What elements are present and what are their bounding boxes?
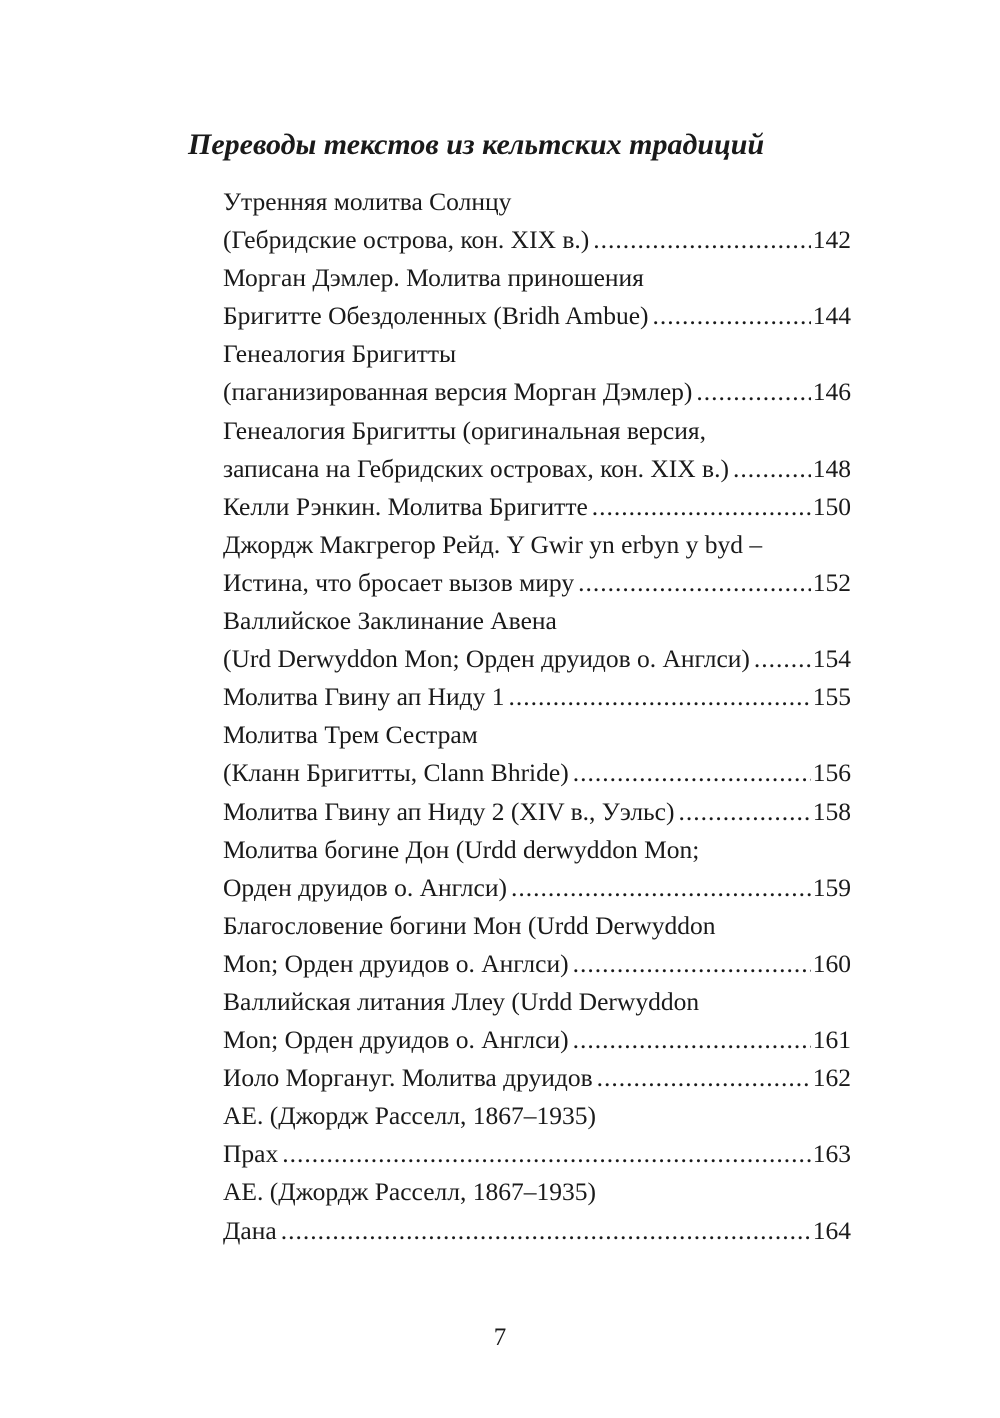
toc-entry-line	[223, 678, 851, 716]
toc-entry-text: Валлийское Заклинание Авена	[223, 606, 557, 636]
toc-page-number: 144	[812, 301, 851, 331]
toc-page-number: 154	[812, 644, 851, 674]
toc-entry-text: Орден друидов о. Англси)	[223, 872, 507, 902]
toc-entry-text: Генеалогия Бригитты (оригинальная версия,	[223, 415, 706, 445]
toc-entry	[223, 831, 851, 907]
dot-leader	[593, 221, 810, 259]
toc-entry-text: Морган Дэмлер. Молитва приношения	[223, 263, 644, 293]
toc-entry-line	[223, 640, 851, 678]
dot-leader	[573, 754, 811, 792]
toc-entry-text: Молитва богине Дон (Urdd derwyddon Mon;	[223, 834, 700, 864]
toc-page-number: 159	[812, 872, 851, 902]
toc-entry-line	[223, 716, 851, 754]
toc-entry-line	[223, 945, 851, 983]
toc-page-number: 152	[812, 567, 851, 597]
toc-entry	[223, 678, 851, 716]
toc-page-number: 161	[812, 1025, 851, 1055]
toc-entry-line	[223, 412, 851, 450]
toc-entry-text: Валлийская литания Ллеу (Urdd Derwyddon	[223, 986, 700, 1016]
toc-entry-line	[223, 983, 851, 1021]
toc-entry	[223, 526, 851, 602]
toc-entry	[223, 335, 851, 411]
toc-entry	[223, 983, 851, 1059]
toc-entry	[223, 793, 851, 831]
toc-page-number: 150	[812, 491, 851, 521]
toc-entry-text: Молитва Гвину ап Ниду 1	[223, 682, 505, 712]
toc-entry-text: Mon; Орден друидов о. Англси)	[223, 1025, 569, 1055]
toc-entry-text: (Urd Derwyddon Mon; Орден друидов о. Англси)	[223, 644, 750, 674]
toc-entry-text: Прах	[223, 1139, 279, 1169]
toc-entry-text: Mon; Орден друидов о. Англси)	[223, 948, 569, 978]
dot-leader	[578, 564, 811, 602]
toc-entry-line	[223, 526, 851, 564]
toc-page-number: 156	[812, 758, 851, 788]
toc-page-number: 148	[812, 453, 851, 483]
toc-entry	[223, 716, 851, 792]
toc-entry-line	[223, 1135, 851, 1173]
toc-entry-line	[223, 602, 851, 640]
toc-entry	[223, 907, 851, 983]
dot-leader	[281, 1212, 811, 1250]
page-number: 7	[493, 1324, 507, 1351]
toc-entry-text: Генеалогия Бригитты	[223, 339, 457, 369]
toc-entry-text: Молитва Гвину ап Ниду 2 (XIV в., Уэльс)	[223, 796, 675, 826]
toc-entry-text: записана на Гебридских островах, кон. XIX в.)	[223, 453, 729, 483]
toc-entry-text: (Гебридские острова, кон. XIX в.)	[223, 225, 590, 255]
toc-entry-line	[223, 754, 851, 792]
toc-entry-line	[223, 221, 851, 259]
toc-entry	[223, 1173, 851, 1249]
toc-page-number: 146	[812, 377, 851, 407]
toc-entry	[223, 1097, 851, 1173]
toc-entry-text: Истина, что бросает вызов миру	[223, 567, 575, 597]
toc-entry-line	[223, 488, 851, 526]
dot-leader	[592, 488, 811, 526]
dot-leader	[509, 678, 811, 716]
toc-entry	[223, 602, 851, 678]
dot-leader	[678, 793, 810, 831]
toc-page-number: 164	[812, 1215, 851, 1245]
toc-page-number: 158	[812, 796, 851, 826]
toc-entry-line	[223, 564, 851, 602]
toc-entry-line	[223, 907, 851, 945]
dot-leader	[754, 640, 811, 678]
toc-entry-line	[223, 1097, 851, 1135]
toc-page-number: 155	[812, 682, 851, 712]
toc-entry-line	[223, 373, 851, 411]
toc-entry-text: АЕ. (Джордж Расселл, 1867–1935)	[223, 1101, 596, 1131]
dot-leader	[733, 450, 811, 488]
toc-page-number: 142	[812, 225, 851, 255]
toc-entry-line	[223, 335, 851, 373]
toc-entry	[223, 488, 851, 526]
toc-entry-text: Молитва Трем Сестрам	[223, 720, 478, 750]
toc-entry-line	[223, 793, 851, 831]
toc-entry-line	[223, 297, 851, 335]
toc-entry-line	[223, 869, 851, 907]
dot-leader	[696, 373, 810, 411]
dot-leader	[573, 1021, 811, 1059]
toc-entry-text: (Кланн Бригитты, Clann Bhride)	[223, 758, 569, 788]
dot-leader	[511, 869, 811, 907]
toc-entry-text: Утренняя молитва Солнцу	[223, 187, 512, 216]
toc-entry-line	[223, 183, 851, 221]
toc-page-number: 162	[812, 1063, 851, 1093]
toc-entry-line	[223, 1212, 851, 1250]
toc-entry-text: Дана	[223, 1215, 277, 1245]
toc-entry-text: Бригитте Обездоленных (Bridh Ambue)	[223, 301, 649, 331]
toc-entry	[223, 1059, 851, 1097]
toc-entry-line	[223, 450, 851, 488]
toc-entry	[223, 412, 851, 488]
toc-entry-text: АЕ. (Джордж Расселл, 1867–1935)	[223, 1177, 596, 1207]
toc-page-number: 163	[812, 1139, 851, 1169]
toc-entry-line	[223, 831, 851, 869]
toc-entry-text: Иоло Моргануг. Молитва друидов	[223, 1063, 593, 1093]
table-of-contents	[223, 183, 851, 1250]
toc-entry-text: Благословение богини Мон (Urdd Derwyddon	[223, 910, 716, 940]
toc-entry-text: Джордж Макгрегор Рейд. Y Gwir yn erbyn y byd –	[223, 529, 763, 559]
dot-leader	[573, 945, 811, 983]
dot-leader	[597, 1059, 811, 1097]
toc-page-number: 160	[812, 948, 851, 978]
toc-entry	[223, 183, 851, 259]
dot-leader	[653, 297, 811, 335]
toc-entry-line	[223, 1173, 851, 1211]
section-title: Переводы текстов из кельтских традиций	[188, 128, 765, 161]
toc-entry	[223, 259, 851, 335]
toc-entry-text: Келли Рэнкин. Молитва Бригитте	[223, 491, 588, 521]
toc-entry-line	[223, 1059, 851, 1097]
toc-entry-line	[223, 259, 851, 297]
dot-leader	[282, 1135, 811, 1173]
toc-entry-text: (паганизированная версия Морган Дэмлер)	[223, 377, 693, 407]
toc-entry-line	[223, 1021, 851, 1059]
